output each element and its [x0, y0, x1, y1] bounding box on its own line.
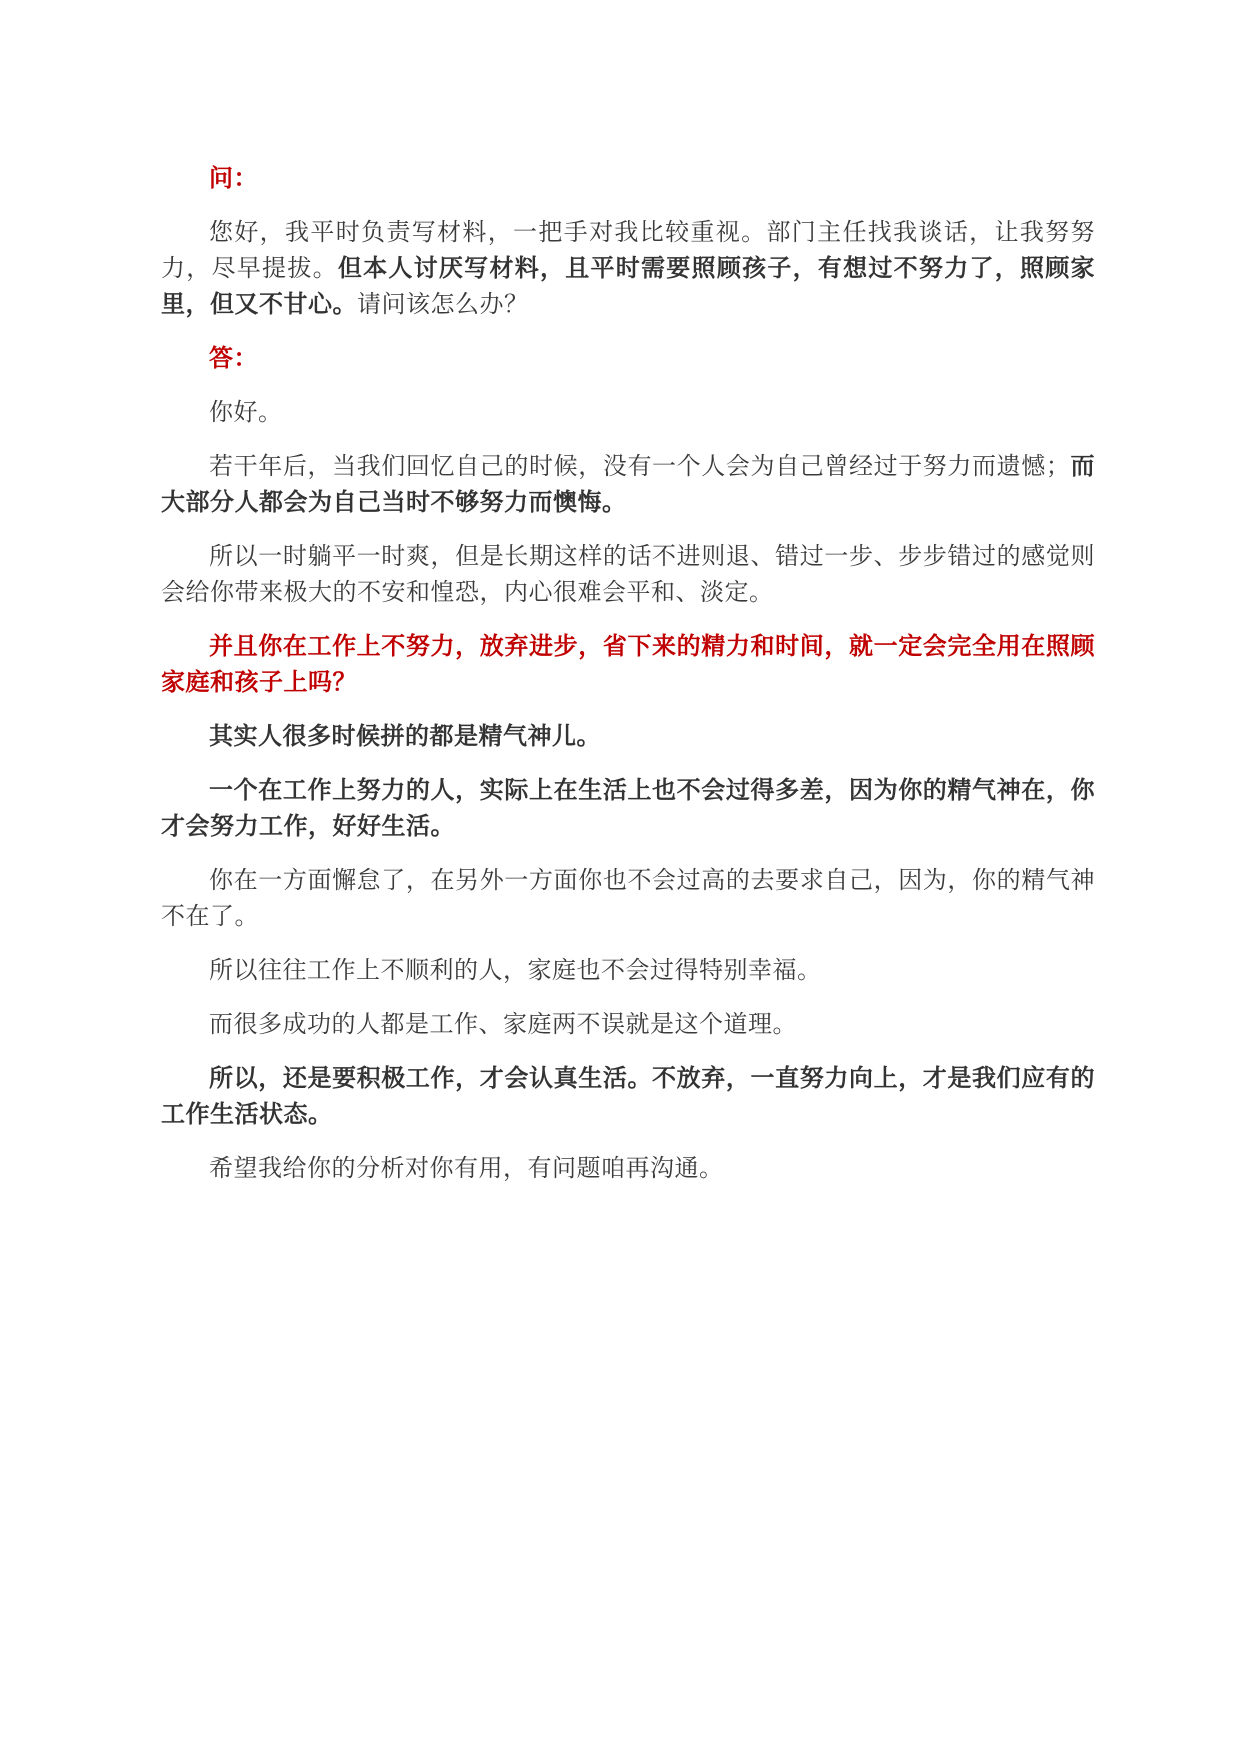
answer-paragraph-1: 你好。 — [209, 398, 283, 426]
answer-paragraph-3: 所以一时躺平一时爽，但是长期这样的话不进则退、错过一步、步步错过的感觉则会给你带来极大的不安和惶恐，内心很难会平和、淡定。 — [161, 542, 1095, 606]
question-label: 问： — [209, 164, 258, 192]
answer-paragraph-9: 而很多成功的人都是工作、家庭两不误就是这个道理。 — [209, 1010, 797, 1038]
answer-paragraph-2-normal: 若干年后，当我们回忆自己的时候，没有一个人会为自己曾经过于努力而遗憾； — [209, 452, 1071, 480]
answer-paragraph-2-bold: 而大部分人都会为自己当时不够努力而懊悔。 — [161, 452, 1096, 516]
answer-paragraph-6: 一个在工作上努力的人，实际上在生活上也不会过得多差，因为你的精气神在，你才会努力工作，好好生活。 — [161, 776, 1095, 840]
answer-paragraph-10: 所以，还是要积极工作，才会认真生活。不放弃，一直努力向上，才是我们应有的工作生活状态。 — [161, 1064, 1095, 1128]
question-text-bold: 但本人讨厌写材料，且平时需要照顾孩子，有想过不努力了，照顾家里，但又不甘心。 — [161, 254, 1096, 318]
answer-label: 答： — [209, 344, 258, 372]
answer-paragraph-7: 你在一方面懈怠了，在另外一方面你也不会过高的去要求自己，因为，你的精气神不在了。 — [161, 866, 1095, 930]
answer-paragraph-8: 所以往往工作上不顺利的人，家庭也不会过得特别幸福。 — [209, 956, 822, 984]
answer-label-paragraph — [161, 340, 1095, 376]
answer-paragraph-2 — [161, 448, 1095, 520]
question-paragraph — [161, 214, 1095, 322]
question-text-3: 请问该怎么办？ — [357, 290, 529, 318]
answer-paragraph-11: 希望我给你的分析对你有用，有问题咱再沟通。 — [209, 1154, 724, 1182]
question-label-paragraph — [161, 160, 1095, 196]
question-text-1: 您好，我平时负责写材料，一把手对我比较重视。部门主任找我谈话，让我努努力，尽早提拔。 — [161, 218, 1095, 282]
answer-paragraph-5: 其实人很多时候拼的都是精气神儿。 — [209, 722, 601, 750]
document-body — [161, 160, 1095, 1204]
answer-paragraph-4-highlight: 并且你在工作上不努力，放弃进步，省下来的精力和时间，就一定会完全用在照顾家庭和孩子上吗？ — [161, 632, 1095, 696]
